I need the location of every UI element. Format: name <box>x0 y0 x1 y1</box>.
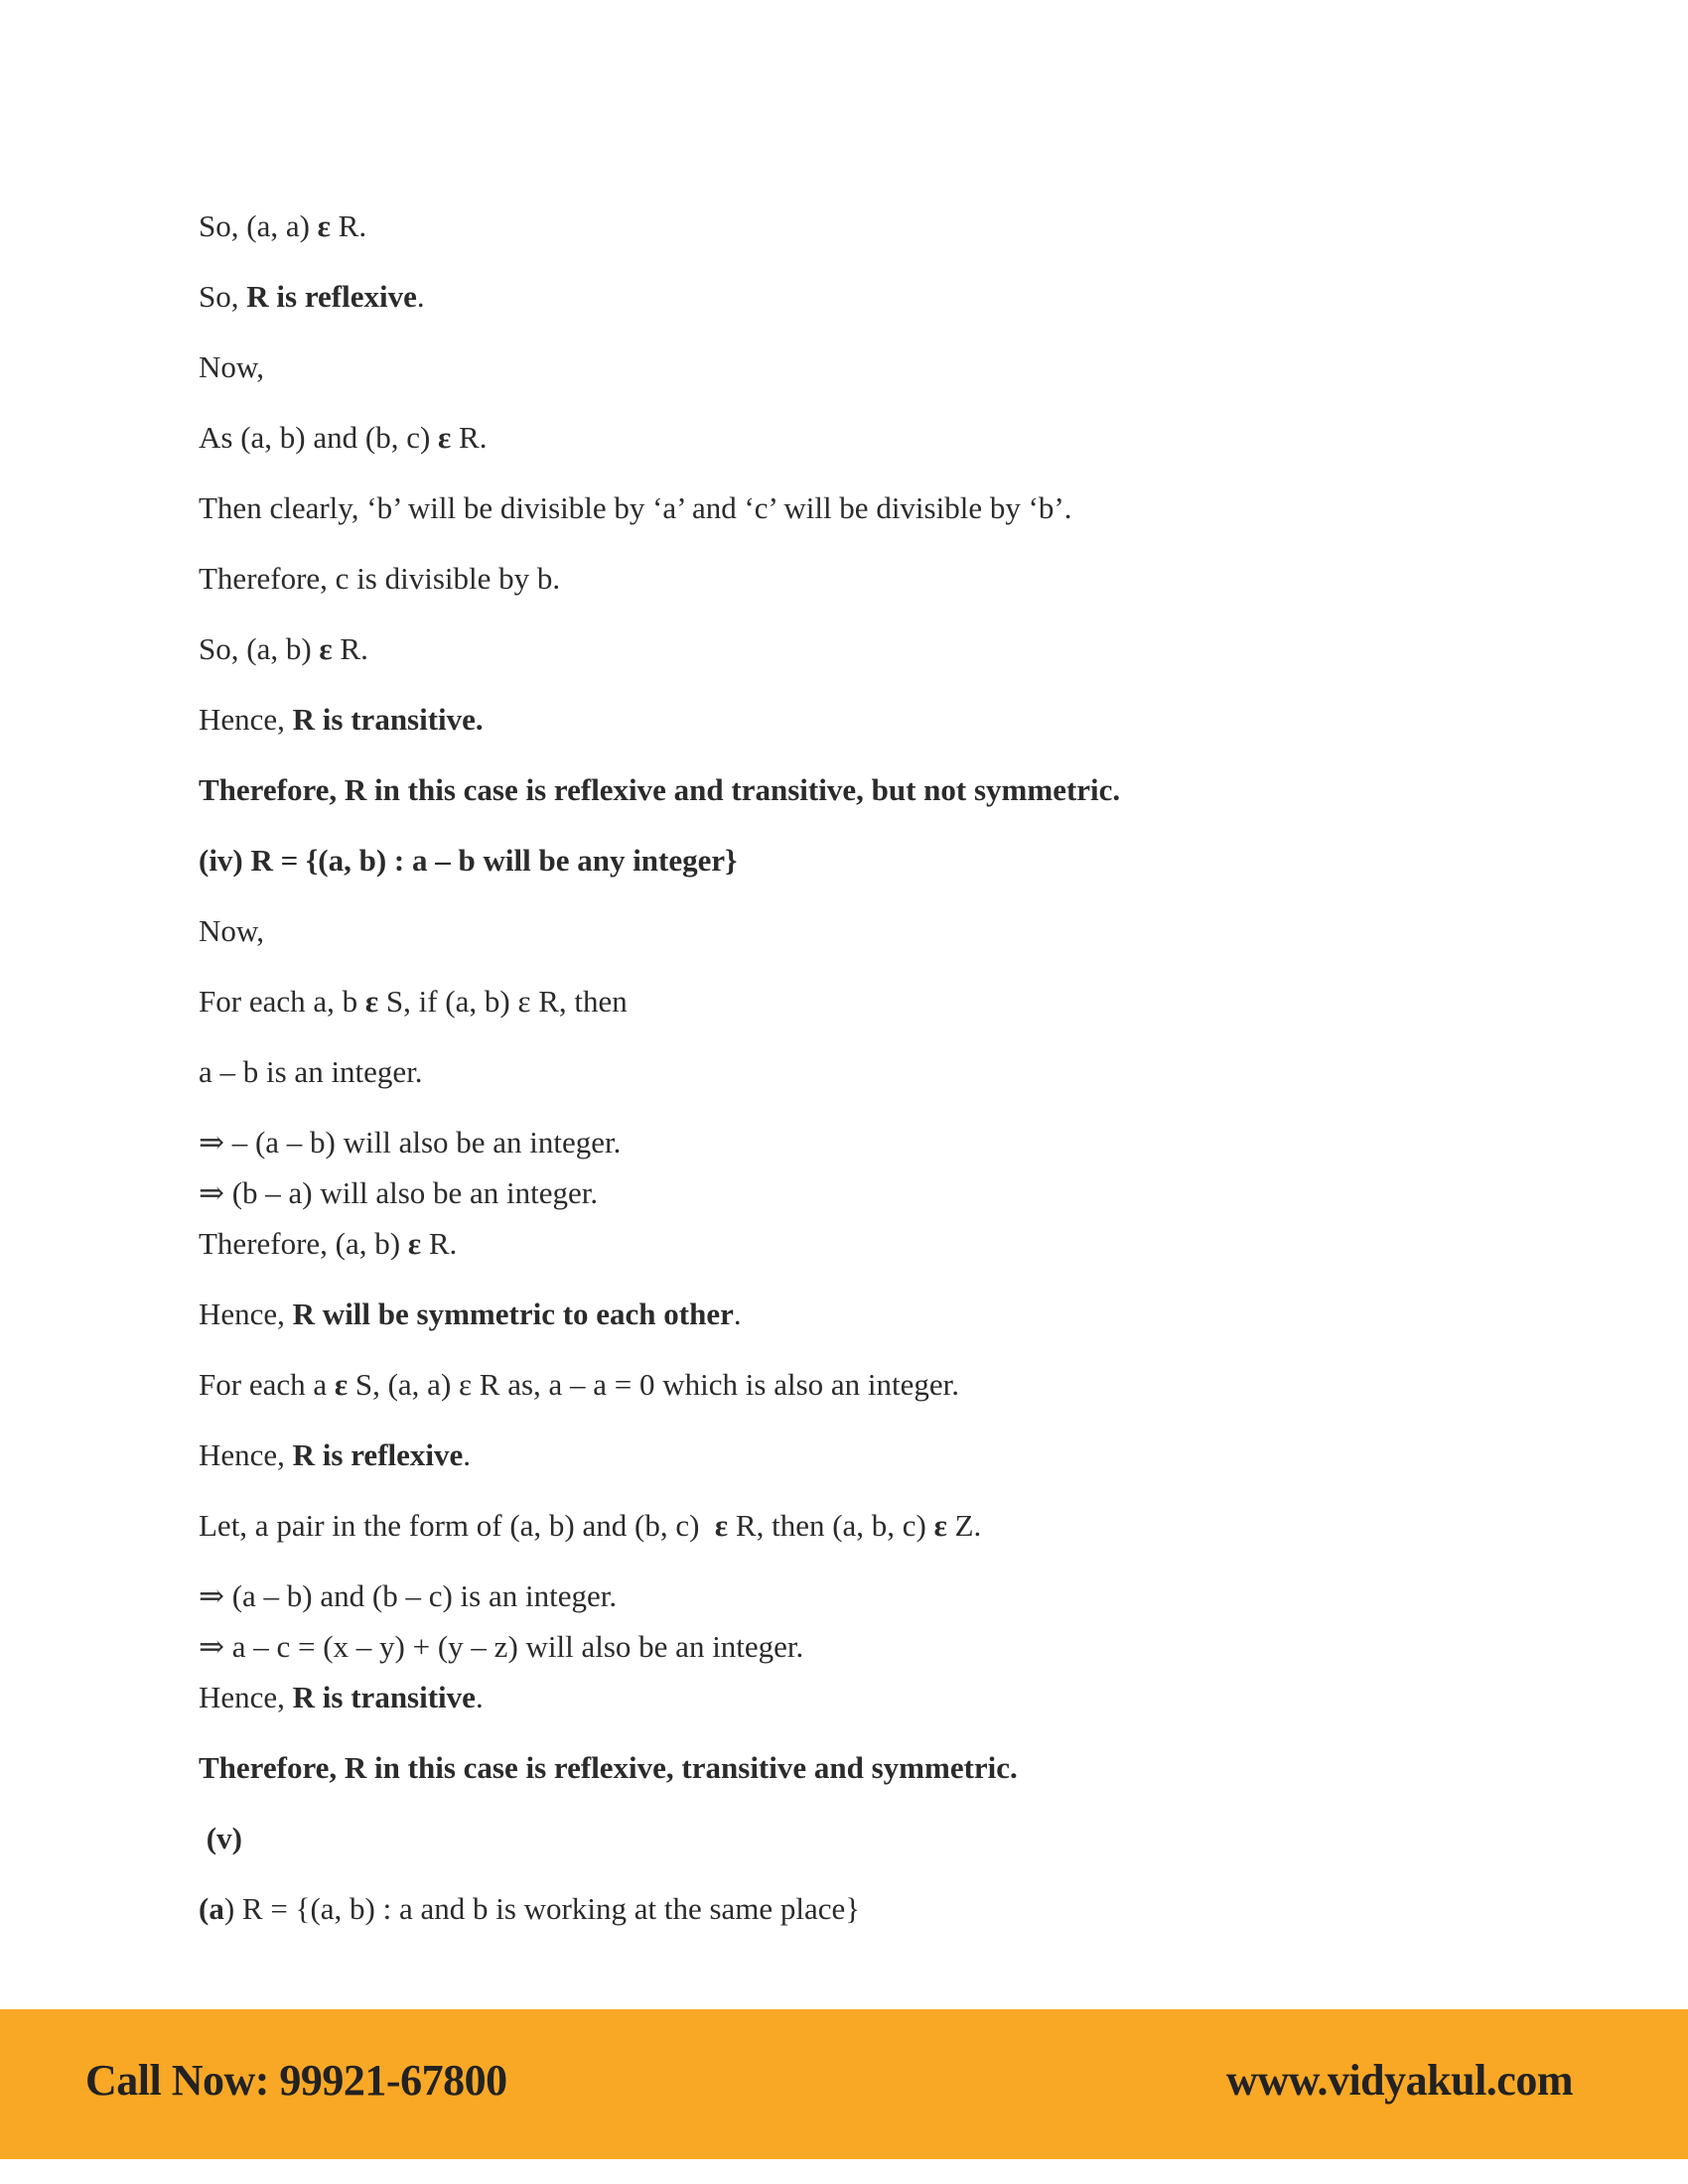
text-segment: For each a, b <box>199 984 365 1019</box>
text-line <box>199 418 1549 458</box>
text-segment: S, (a, a) ε R as, a – a = 0 which is also an integer. <box>348 1367 960 1402</box>
text-segment: . <box>733 1297 742 1331</box>
text-line <box>199 559 1549 599</box>
text-segment: As (a, b) and (b, c) <box>199 420 439 455</box>
bold-text-segment: R will be symmetric to each other <box>292 1297 734 1331</box>
website-text: www.vidyakul.com <box>1226 2056 1573 2105</box>
text-line <box>199 1748 1549 1788</box>
text-segment: Now, <box>199 913 265 948</box>
bold-text-segment: (iv) R = {(a, b) : a – b will be any integer} <box>199 843 738 878</box>
text-line <box>199 1576 1549 1616</box>
text-segment: ⇒ (b – a) will also be an integer. <box>199 1175 599 1210</box>
text-segment: Now, <box>199 349 265 384</box>
text-segment: . <box>416 279 425 314</box>
text-segment: R. <box>451 420 488 455</box>
text-segment: R. <box>330 208 367 243</box>
bold-text-segment: R is transitive <box>292 1680 476 1714</box>
bold-text-segment: ε <box>334 1367 349 1402</box>
text-segment: . <box>463 1437 472 1472</box>
text-line <box>199 1627 1549 1667</box>
text-segment: . <box>475 1680 484 1714</box>
text-segment: Hence, <box>199 702 293 737</box>
bold-text-segment: ε <box>407 1226 422 1261</box>
bold-text-segment: ε <box>714 1508 729 1543</box>
bold-text-segment: R is reflexive <box>246 279 417 314</box>
text-line <box>199 700 1549 740</box>
text-line <box>199 629 1549 669</box>
footer-banner <box>0 2009 1688 2159</box>
bold-text-segment: Therefore, R in this case is reflexive, transitive and symmetric. <box>199 1750 1018 1785</box>
text-line <box>199 1123 1549 1162</box>
text-segment: ⇒ (a – b) and (b – c) is an integer. <box>199 1578 618 1613</box>
text-segment: ) R = {(a, b) : a and b is working at the same place} <box>223 1891 861 1926</box>
text-segment: ⇒ a – c = (x – y) + (y – z) will also be an integer. <box>199 1629 804 1664</box>
bold-text-segment: Therefore, R in this case is reflexive and transitive, but not symmetric. <box>199 772 1121 807</box>
text-line <box>199 206 1549 246</box>
text-line <box>199 982 1549 1022</box>
text-line <box>199 911 1549 951</box>
text-line <box>199 1173 1549 1213</box>
text-line <box>199 1678 1549 1717</box>
text-segment: Hence, <box>199 1297 293 1331</box>
text-segment: Therefore, c is divisible by b. <box>199 561 561 596</box>
bold-text-segment: (v) <box>199 1821 242 1855</box>
text-segment: Let, a pair in the form of (a, b) and (b, c) <box>199 1508 715 1543</box>
text-segment: Then clearly, ‘b’ will be divisible by ‘a’ and ‘c’ will be divisible by ‘b’. <box>199 490 1072 525</box>
text-segment: S, if (a, b) ε R, then <box>378 984 628 1019</box>
text-segment: Hence, <box>199 1437 293 1472</box>
text-segment: ⇒ – (a – b) will also be an integer. <box>199 1125 622 1160</box>
text-segment: R, then (a, b, c) <box>728 1508 934 1543</box>
text-line <box>199 1295 1549 1334</box>
bold-text-segment: ε <box>364 984 379 1019</box>
bold-text-segment: ε <box>319 631 333 666</box>
text-segment: Z. <box>946 1508 982 1543</box>
text-line <box>199 1819 1549 1858</box>
text-line <box>199 1506 1549 1546</box>
text-line <box>199 1889 1549 1929</box>
text-line <box>199 1365 1549 1405</box>
text-line <box>199 1224 1549 1264</box>
text-segment: For each a <box>199 1367 335 1402</box>
text-line <box>199 770 1549 810</box>
bold-text-segment: R is reflexive <box>292 1437 464 1472</box>
text-segment: So, <box>199 279 247 314</box>
bold-text-segment: ε <box>933 1508 947 1543</box>
document-body <box>199 206 1549 1960</box>
text-line <box>199 1052 1549 1092</box>
text-segment: R. <box>332 631 368 666</box>
text-line <box>199 1435 1549 1475</box>
text-segment: R. <box>421 1226 458 1261</box>
bold-text-segment: R is transitive. <box>292 702 484 737</box>
text-line <box>199 488 1549 528</box>
text-line <box>199 347 1549 387</box>
text-segment: Therefore, (a, b) <box>199 1226 408 1261</box>
text-segment: Hence, <box>199 1680 293 1714</box>
text-line <box>199 841 1549 881</box>
bold-text-segment: ε <box>317 208 331 243</box>
bold-text-segment: ε <box>438 420 452 455</box>
text-segment: So, (a, b) <box>199 631 320 666</box>
text-line <box>199 277 1549 317</box>
text-segment: So, (a, a) <box>199 208 318 243</box>
call-now-text: Call Now: 99921-67800 <box>85 2056 507 2105</box>
bold-text-segment: (a <box>199 1891 224 1926</box>
text-segment: a – b is an integer. <box>199 1054 423 1089</box>
